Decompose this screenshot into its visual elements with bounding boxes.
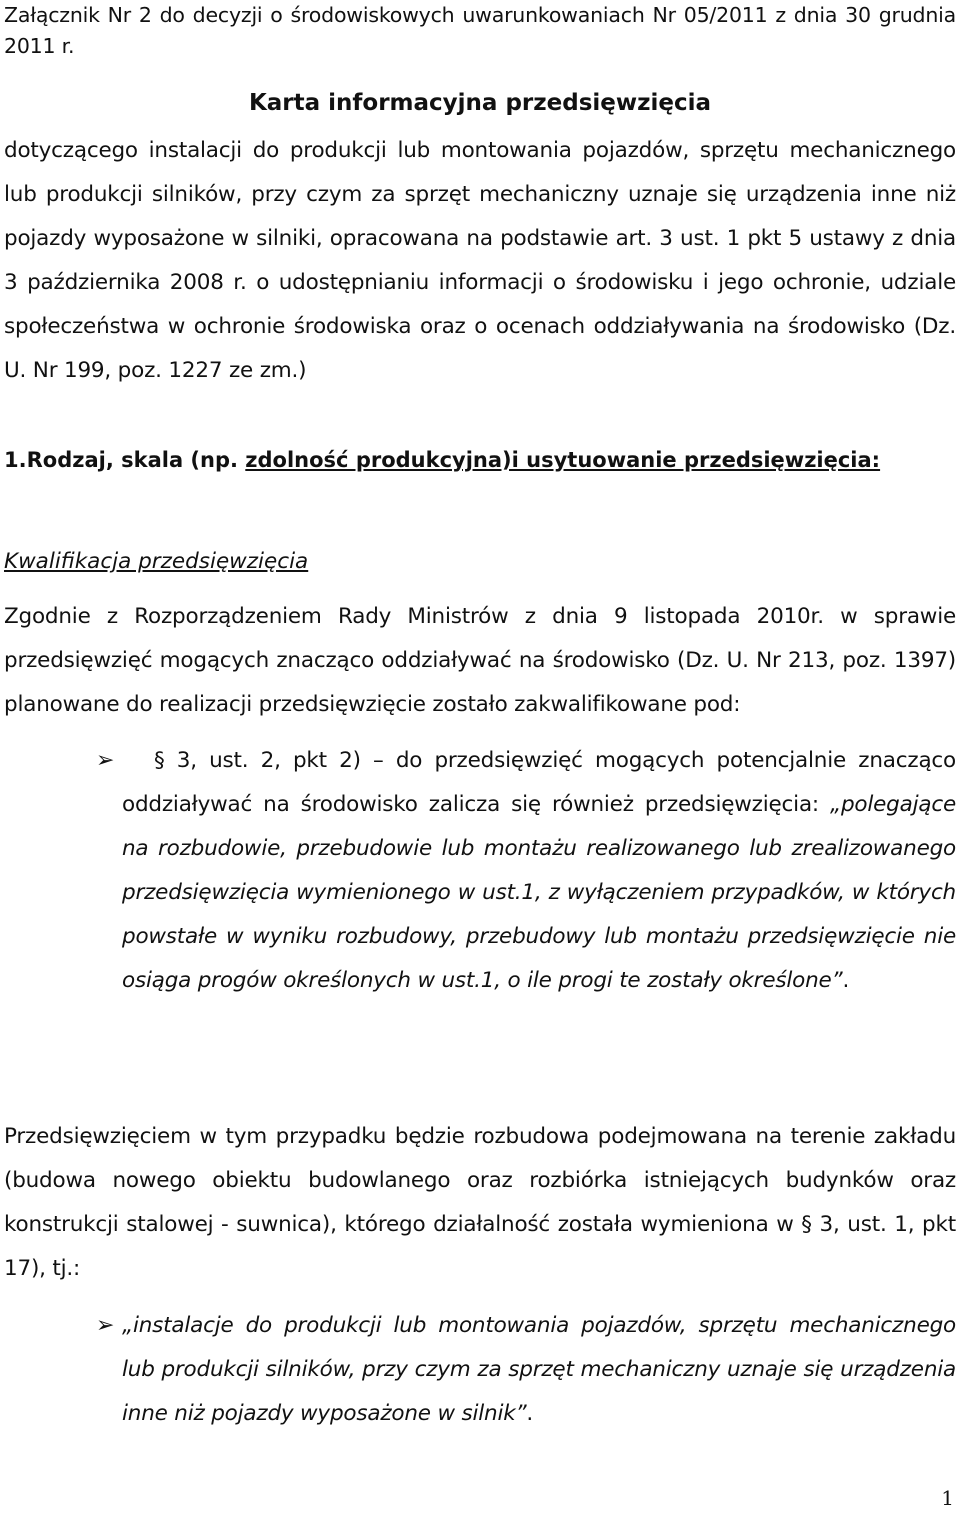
bullet-2-marker: ➢ xyxy=(96,1313,115,1338)
document-title: Karta informacyjna przedsięwzięcia xyxy=(248,90,712,116)
qualification-paragraph: Zgodnie z Rozporządzeniem Rady Ministrów z dnia 9 listopada 2010r. w sprawie przedsięwzięć mogących znacząco oddziaływać na środowisko (Dz. U. Nr 213, poz. 1397) planowane do realizacji przedsięwzięcie zostało zakwalifikowane pod: xyxy=(4,604,956,717)
qualification-subheading: Kwalifikacja przedsięwzięcia xyxy=(4,549,309,574)
intro-paragraph: dotyczącego instalacji do produkcji lub montowania pojazdów, sprzętu mechanicznego lub produkcji silników, przy czym za sprzęt mechaniczny uznaje się urządzenia inne niż pojazdy wyposażone w silniki, opracowana na podstawie art. 3 ust. 1 pkt 5 ustawy z dnia 3 października 2008 r. o udostępnianiu informacji o środowisku i jego ochronie, udziale społeczeństwa w ochronie środowiska oraz o ocenach oddziaływania na środowisko (Dz. U. Nr 199, poz. 1227 ze zm.) xyxy=(4,138,956,383)
bullet-2-text xyxy=(122,1304,956,1436)
section-1-plain: Rodzaj, skala (np. xyxy=(26,448,246,472)
bullet-2-end: . xyxy=(526,1401,534,1426)
bullet-1-end: . xyxy=(842,968,850,993)
section-1-underlined: zdolność produkcyjna)i usytuowanie przedsięwzięcia: xyxy=(245,448,881,472)
page-number: 1 xyxy=(941,1486,954,1510)
bullet-1-marker: ➢ xyxy=(96,748,115,773)
bullet-2-quote: „instalacje do produkcji lub montowania pojazdów, sprzętu mechanicznego lub produkcji silników, przy czym za sprzęt mechaniczny uznaje się urządzenia inne niż pojazdy wyposażone w silnik” xyxy=(122,1313,956,1426)
header-line: Załącznik Nr 2 do decyzji o środowiskowych uwarunkowaniach Nr 05/2011 z dnia 30 grudnia 2011 r. xyxy=(4,3,956,58)
bullet-1-text xyxy=(122,739,956,1003)
section-1-number: 1. xyxy=(4,448,27,472)
bullet-1-plain: § 3, ust. 2, pkt 2) – do przedsięwzięć mogących potencjalnie znacząco oddziaływać na środowisko zalicza się również przedsięwzięcia: xyxy=(122,748,956,817)
bullet-1-quote: „polegające na rozbudowie, przebudowie lub montażu realizowanego lub zrealizowanego przedsięwzięcia wymienionego w ust.1, z wyłączeniem przypadków, w których powstałe w wyniku rozbudowy, przebudowy lub montażu przedsięwzięcie nie osiąga progów określonych w ust.1, o ile progi te zostały określone” xyxy=(122,792,956,993)
section-1-heading xyxy=(4,443,880,477)
paragraph-2: Przedsięwzięciem w tym przypadku będzie rozbudowa podejmowana na terenie zakładu (budowa nowego obiektu budowlanego oraz rozbiórka istniejących budynków oraz konstrukcji stalowej - suwnica), którego działalność została wymieniona w § 3, ust. 1, pkt 17), tj.: xyxy=(4,1124,956,1281)
